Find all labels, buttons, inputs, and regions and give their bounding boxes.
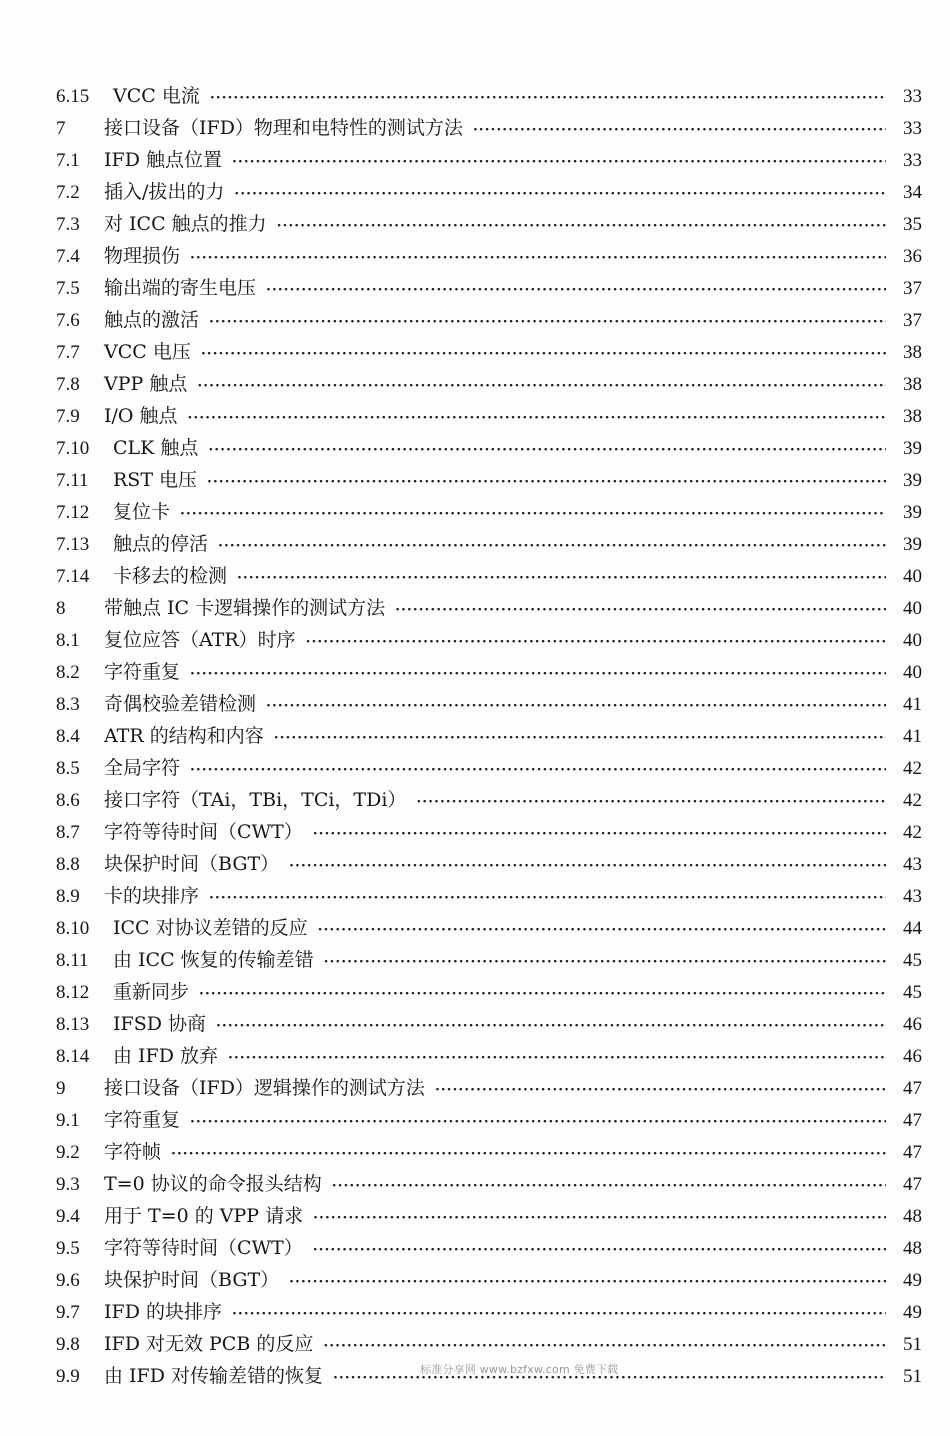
toc-entry [56,1040,922,1072]
toc-dot-leader [318,914,886,946]
toc-entry-number: 9.9 [56,1366,80,1387]
toc-entry-number: 7.10 [56,438,90,459]
toc-entry [56,688,922,720]
toc-entry [56,1072,922,1104]
toc-entry-title: IFD 触点位置 [104,149,222,171]
toc-entry-page: 37 [903,310,922,331]
toc-entry-title: 由 IFD 对传输差错的恢复 [104,1365,324,1387]
toc-entry-page: 39 [903,534,922,555]
toc-entry [56,464,922,496]
toc-entry-number: 9.7 [56,1302,80,1323]
toc-entry [56,752,922,784]
toc-dot-leader [190,242,886,274]
toc-entry-number: 9.2 [56,1142,80,1163]
toc-entry-title: 字符重复 [104,661,181,683]
toc-entry-page: 38 [903,374,922,395]
toc-entry-page: 39 [903,470,922,491]
toc-entry-number: 7.7 [56,342,80,363]
toc-entry-number: 8.8 [56,854,80,875]
toc-entry-page: 34 [903,182,922,203]
toc-entry [56,1008,922,1040]
toc-entry-page: 47 [903,1078,922,1099]
toc-entry-page: 47 [903,1142,922,1163]
toc-entry-title: 重新同步 [113,981,190,1003]
toc-entry-page: 46 [903,1046,922,1067]
toc-entry-number: 8.13 [56,1014,90,1035]
toc-entry-number: 9.8 [56,1334,80,1355]
toc-entry-title: 触点的停活 [113,533,209,555]
toc-entry-title: 对 ICC 触点的推力 [104,213,267,235]
toc-entry-title: IFSD 协商 [113,1013,206,1035]
toc-dot-leader [277,210,886,242]
toc-entry-title: T=0 协议的命令报头结构 [104,1173,322,1195]
toc-entry-number: 7 [56,118,66,139]
toc-dot-leader [199,978,886,1010]
toc-entry-title: 复位应答（ATR）时序 [104,629,296,651]
toc-dot-leader [323,1330,886,1362]
toc-entry-number: 7.4 [56,246,80,267]
toc-entry-title: 输出端的寄生电压 [104,277,257,299]
toc-entry [56,1264,922,1296]
toc-entry-number: 8.6 [56,790,80,811]
toc-dot-leader [324,946,886,978]
toc-entry-title: ICC 对协议差错的反应 [113,917,308,939]
toc-dot-leader [228,1042,886,1074]
toc-entry-number: 7.3 [56,214,80,235]
toc-entry-page: 33 [903,118,922,139]
toc-entry-page: 51 [903,1334,922,1355]
toc-entry-title: 块保护时间（BGT） [104,1269,280,1291]
toc-entry-page: 39 [903,438,922,459]
toc-entry [56,976,922,1008]
toc-entry-number: 8.1 [56,630,80,651]
toc-entry-number: 8.9 [56,886,80,907]
toc-dot-leader [188,402,886,434]
toc-dot-leader [234,178,886,210]
toc-dot-leader [216,1010,886,1042]
toc-dot-leader [313,1202,886,1234]
toc-entry-number: 7.8 [56,374,80,395]
toc-entry [56,784,922,816]
toc-entry [56,208,922,240]
toc-entry [56,1136,922,1168]
toc-dot-leader [232,146,886,178]
toc-entry-title: 卡移去的检测 [113,565,228,587]
toc-entry-title: 复位卡 [113,501,171,523]
toc-entry-page: 51 [903,1366,922,1387]
toc-entry-page: 40 [903,630,922,651]
toc-entry-title: 字符帧 [104,1141,162,1163]
toc-entry-title: 卡的块排序 [104,885,200,907]
toc-entry [56,400,922,432]
toc-entry [56,816,922,848]
toc-dot-leader [395,594,886,626]
toc-entry-page: 40 [903,662,922,683]
toc-entry-title: 用于 T=0 的 VPP 请求 [104,1205,304,1227]
toc-entry-title: 全局字符 [104,757,181,779]
toc-dot-leader [190,658,886,690]
toc-entry-number: 8 [56,598,66,619]
toc-entry-number: 8.5 [56,758,80,779]
toc-dot-leader [190,754,886,786]
toc-entry-page: 49 [903,1302,922,1323]
toc-entry [56,272,922,304]
toc-entry-page: 41 [903,694,922,715]
toc-entry-number: 7.9 [56,406,80,427]
toc-entry [56,1200,922,1232]
toc-entry-title: 字符等待时间（CWT） [104,821,303,843]
toc-entry-number: 9.5 [56,1238,80,1259]
toc-dot-leader [266,274,886,306]
toc-entry-page: 38 [903,342,922,363]
toc-entry-page: 45 [903,982,922,1003]
toc-entry [56,624,922,656]
toc-dot-leader [289,1266,886,1298]
toc-entry-number: 9.6 [56,1270,80,1291]
toc-entry [56,336,922,368]
toc-dot-leader [207,466,886,498]
toc-entry-title: ATR 的结构和内容 [104,725,264,747]
toc-dot-leader [232,1298,886,1330]
toc-entry-title: 物理损伤 [104,245,181,267]
toc-entry-page: 40 [903,566,922,587]
toc-entry-title: CLK 触点 [113,437,199,459]
toc-entry-page: 37 [903,278,922,299]
toc-entry-title: 块保护时间（BGT） [104,853,280,875]
toc-entry [56,656,922,688]
toc-entry-page: 36 [903,246,922,267]
toc-entry-title: VCC 电压 [104,341,191,363]
toc-entry-page: 47 [903,1110,922,1131]
toc-entry-page: 35 [903,214,922,235]
toc-entry [56,944,922,976]
toc-entry [56,912,922,944]
toc-entry [56,304,922,336]
toc-entry-title: 奇偶校验差错检测 [104,693,257,715]
toc-entry-page: 49 [903,1270,922,1291]
toc-dot-leader [306,626,886,658]
toc-entry-number: 8.3 [56,694,80,715]
toc-entry-page: 42 [903,790,922,811]
toc-entry-page: 43 [903,886,922,907]
toc-dot-leader [209,306,886,338]
toc-entry [56,592,922,624]
toc-entry-number: 8.2 [56,662,80,683]
toc-entry-page: 45 [903,950,922,971]
toc-dot-leader [473,114,886,146]
toc-entry-page: 47 [903,1174,922,1195]
toc-entry-page: 46 [903,1014,922,1035]
toc-entry-title: 由 ICC 恢复的传输差错 [113,949,314,971]
toc-entry-title: 接口字符（TAi，TBi，TCi，TDi） [104,789,407,811]
toc-dot-leader [218,530,886,562]
toc-entry-number: 8.4 [56,726,80,747]
toc-entry-title: VPP 触点 [104,373,188,395]
toc-entry-page: 40 [903,598,922,619]
toc-dot-leader [209,882,886,914]
toc-entry-number: 7.2 [56,182,80,203]
toc-entry [56,176,922,208]
toc-entry-page: 48 [903,1238,922,1259]
toc-entry [56,112,922,144]
toc-dot-leader [197,370,886,402]
toc-entry-page: 48 [903,1206,922,1227]
toc-entry [56,720,922,752]
toc-entry-title: 插入/拔出的力 [104,181,225,203]
toc-entry-number: 8.14 [56,1046,90,1067]
toc-entry-number: 7.11 [56,470,89,491]
toc-entry-number: 7.13 [56,534,90,555]
toc-dot-leader [313,818,886,850]
toc-entry [56,528,922,560]
toc-entry-number: 8.11 [56,950,89,971]
toc-dot-leader [201,338,886,370]
toc-entry-page: 42 [903,758,922,779]
toc-entry-page: 33 [903,86,922,107]
toc-entry-title: 字符重复 [104,1109,181,1131]
toc-entry-number: 8.12 [56,982,90,1003]
toc-entry [56,144,922,176]
toc-entry-title: 由 IFD 放弃 [113,1045,219,1067]
toc-entry-page: 43 [903,854,922,875]
toc-entry [56,240,922,272]
toc-dot-leader [332,1170,886,1202]
toc-dot-leader [274,722,886,754]
toc-entry-page: 44 [903,918,922,939]
toc-entry-number: 9.3 [56,1174,80,1195]
toc-entry-title: VCC 电流 [113,85,200,107]
toc-dot-leader [237,562,886,594]
toc-entry-title: IFD 的块排序 [104,1301,222,1323]
toc-entry-title: 带触点 IC 卡逻辑操作的测试方法 [104,597,386,619]
toc-entry-page: 42 [903,822,922,843]
toc-dot-leader [289,850,886,882]
toc-entry [56,432,922,464]
toc-entry-title: 触点的激活 [104,309,200,331]
table-of-contents [56,80,922,1392]
toc-dot-leader [435,1074,886,1106]
toc-entry [56,848,922,880]
toc-dot-leader [171,1138,886,1170]
toc-entry [56,368,922,400]
toc-entry [56,496,922,528]
toc-entry [56,1104,922,1136]
toc-entry-title: IFD 对无效 PCB 的反应 [104,1333,314,1355]
toc-entry-number: 8.7 [56,822,80,843]
toc-entry-number: 6.15 [56,86,90,107]
toc-entry-number: 7.6 [56,310,80,331]
toc-entry-page: 39 [903,502,922,523]
toc-entry-page: 33 [903,150,922,171]
toc-dot-leader [266,690,886,722]
toc-entry-title: RST 电压 [113,469,198,491]
toc-entry-number: 7.1 [56,150,80,171]
toc-entry-title: 接口设备（IFD）物理和电特性的测试方法 [104,117,463,139]
toc-entry-page: 41 [903,726,922,747]
toc-dot-leader [416,786,886,818]
toc-entry [56,560,922,592]
toc-dot-leader [313,1234,886,1266]
toc-entry-title: I/O 触点 [104,405,178,427]
toc-entry [56,880,922,912]
toc-entry-number: 9.4 [56,1206,80,1227]
toc-entry [56,80,922,112]
toc-dot-leader [210,82,886,114]
toc-entry-number: 8.10 [56,918,90,939]
toc-entry [56,1296,922,1328]
toc-entry-title: 字符等待时间（CWT） [104,1237,303,1259]
toc-entry [56,1232,922,1264]
toc-entry-page: 38 [903,406,922,427]
toc-entry-title: 接口设备（IFD）逻辑操作的测试方法 [104,1077,425,1099]
toc-dot-leader [208,434,886,466]
toc-entry-number: 7.5 [56,278,80,299]
toc-entry-number: 9.1 [56,1110,80,1131]
watermark-text: 标准分享网 www.bzfxw.com 免费下载 [420,1363,619,1376]
toc-dot-leader [190,1106,886,1138]
toc-entry-number: 7.12 [56,502,90,523]
toc-entry [56,1168,922,1200]
toc-dot-leader [180,498,886,530]
toc-entry-number: 9 [56,1078,66,1099]
toc-entry [56,1328,922,1360]
toc-entry-number: 7.14 [56,566,90,587]
